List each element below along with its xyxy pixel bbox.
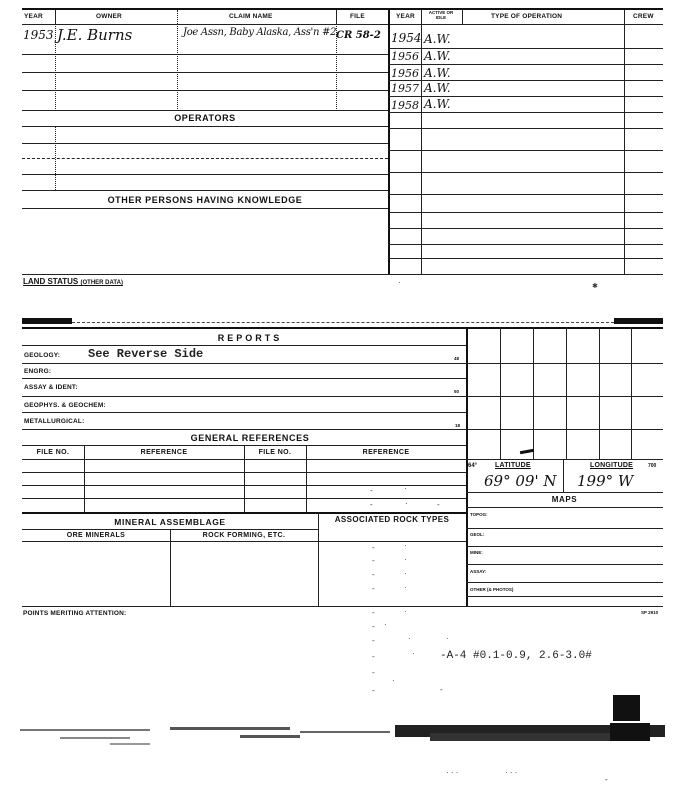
header-active-idle: ACTIVE OR IDLE: [428, 10, 454, 20]
activity-status-3: A.W.: [424, 66, 451, 80]
header-year: YEAR: [24, 13, 43, 20]
header-type-of-operation: TYPE OF OPERATION: [491, 13, 563, 20]
col-file-no: FILE NO.: [36, 449, 70, 456]
activity-year-1: 1954: [391, 31, 422, 45]
geology-label: GEOLOGY:: [24, 352, 61, 359]
col-file-no-2: FILE NO.: [258, 449, 292, 456]
metallurgical-label: METALLURGICAL:: [24, 418, 85, 425]
header-claim-name: CLAIM NAME: [229, 13, 273, 20]
form-code: SP 2910: [641, 610, 659, 615]
associated-rock-types-heading: ASSOCIATED ROCK TYPES: [334, 515, 450, 524]
claim-year: 1953: [23, 28, 54, 42]
other-persons-heading: OTHER PERSONS HAVING KNOWLEDGE: [107, 195, 303, 205]
geology-value: See Reverse Side: [88, 347, 204, 361]
activity-status-5: A.W.: [424, 97, 451, 111]
claim-owner: J.E. Burns: [57, 26, 133, 44]
general-references-heading: GENERAL REFERENCES: [190, 433, 310, 443]
header-year-2: YEAR: [396, 13, 415, 20]
lat-prefix: 64°: [468, 463, 478, 469]
margin-18: 18: [455, 423, 461, 428]
ore-minerals-heading: ORE MINERALS: [66, 532, 126, 539]
claim-file-value: CR 58-2: [336, 30, 381, 41]
mineral-assemblage-heading: MINERAL ASSEMBLAGE: [114, 517, 226, 527]
margin-50: 50: [454, 389, 460, 394]
annotation-text: -A-4 #0.1-0.9, 2.6-3.0#: [440, 650, 592, 662]
maps-assay: ASSAY:: [470, 569, 487, 574]
col-reference-2: REFERENCE: [362, 449, 410, 456]
longitude-label: LONGITUDE: [590, 462, 634, 469]
rock-forming-heading: ROCK FORMING, ETC.: [202, 532, 286, 539]
claim-name-value: Joe Assn, Baby Alaska, Ass'n #2: [183, 27, 337, 38]
geophys-label: GEOPHYS. & GEOCHEM:: [24, 402, 106, 409]
maps-geol: GEOL:: [470, 532, 485, 537]
header-owner: OWNER: [96, 13, 122, 20]
maps-mine: MINE:: [470, 550, 483, 555]
points-meriting-attention-label: POINTS MERITING ATTENTION:: [23, 610, 127, 617]
tab-marker-left: [22, 318, 72, 324]
activity-status-4: A.W.: [424, 81, 451, 95]
operators-heading: OPERATORS: [174, 113, 236, 123]
col-reference: REFERENCE: [140, 449, 188, 456]
tab-marker-right: [614, 318, 663, 324]
activity-status-1: A.W.: [424, 32, 451, 46]
latitude-label: LATITUDE: [495, 462, 531, 469]
activity-year-5: 1958: [391, 99, 419, 112]
scan-noise-band: [0, 715, 678, 765]
header-file: FILE: [350, 13, 365, 20]
land-status-heading: LAND STATUS (OTHER DATA): [23, 277, 123, 286]
header-crew: CREW: [633, 13, 654, 20]
engrg-label: ENGRG:: [24, 368, 52, 375]
top-rule: [22, 8, 663, 10]
reports-heading: REPORTS: [217, 333, 283, 343]
assay-label: ASSAY & IDENT:: [24, 384, 78, 391]
latitude-value: 69° 09' N: [484, 472, 557, 490]
longitude-value: 199° W: [577, 472, 634, 490]
activity-status-2: A.W.: [424, 49, 451, 63]
margin-48: 48: [454, 356, 460, 361]
maps-heading: MAPS: [551, 495, 578, 504]
main-divider: [388, 10, 390, 274]
activity-year-3: 1956: [391, 67, 419, 80]
long-suffix: 700: [648, 463, 657, 469]
header-bottom-rule: [22, 24, 663, 25]
maps-topog: TOPOG:: [470, 512, 488, 517]
maps-other: OTHER (& PHOTOS): [470, 587, 514, 592]
activity-year-4: 1957: [391, 82, 419, 95]
activity-year-2: 1956: [391, 50, 419, 63]
